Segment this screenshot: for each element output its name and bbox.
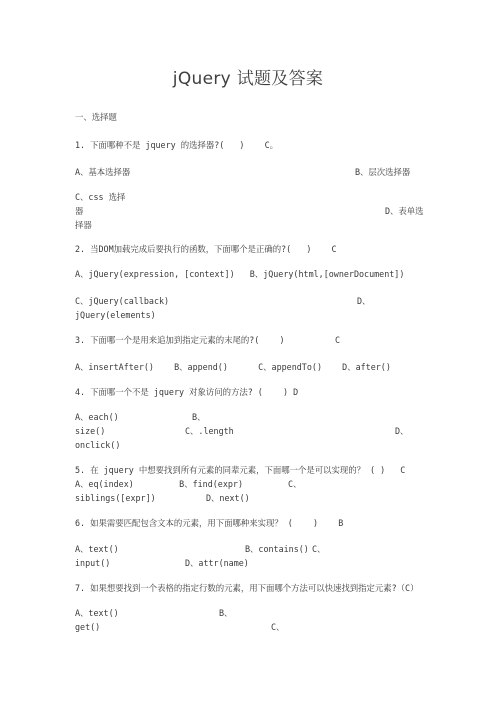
question-5-option-c-wrap: siblings([expr]): [75, 493, 156, 503]
question-1-stem: 1. 下面哪种不是 jquery 的选择器?( ) C。: [75, 140, 279, 150]
question-1-option-c-wrap: 器: [75, 206, 84, 216]
question-3-options: A、insertAfter() B、append() C、appendTo() D、after(): [75, 362, 391, 372]
question-5-option-c: C、: [288, 479, 302, 489]
section-heading: 一、选择题: [75, 112, 117, 122]
question-7-option-b: B、: [219, 608, 233, 618]
question-2-option-d-wrap: jQuery(elements): [75, 310, 156, 320]
question-6-option-d: D、attr(name): [185, 558, 249, 568]
document-title: jQuery 试题及答案: [172, 69, 324, 89]
question-5-option-d: D、next(): [206, 493, 250, 503]
question-6-stem: 6. 如果需要匹配包含文本的元素，用下面哪种来实现？ ( ) B: [75, 518, 344, 528]
question-1-option-d-wrap: 择器: [75, 220, 92, 230]
question-4-stem: 4. 下面哪一个不是 jquery 对象访问的方法? ( ) D: [75, 387, 299, 397]
question-7-option-c: C、: [271, 622, 285, 632]
question-2-stem: 2. 当DOM加载完成后要执行的函数，下面哪个是正确的?( ) C: [75, 244, 337, 254]
question-6-option-b: B、contains(): [245, 544, 309, 554]
question-2-option-d: D、: [357, 296, 371, 306]
question-4-option-d: D、: [395, 426, 409, 436]
question-7-option-a: A、text(): [75, 608, 119, 618]
question-2-option-c: C、jQuery(callback): [75, 296, 170, 306]
question-4-option-b: B、: [192, 412, 206, 422]
question-2-options-ab: A、jQuery(expression, [context]) B、jQuery(html,[ownerDocument]): [75, 269, 405, 279]
question-6-option-a: A、text(): [75, 544, 119, 554]
question-6-option-c-wrap: input(): [75, 558, 111, 568]
question-6-option-c: C、: [312, 544, 326, 554]
question-3-stem: 3. 下面哪一个是用来追加到指定元素的末尾的?( ) C: [75, 335, 341, 345]
question-4-option-d-wrap: onclick(): [75, 440, 121, 450]
question-1-option-d: D、表单选: [385, 206, 424, 216]
question-1-option-b: B、层次选择器: [355, 167, 411, 177]
question-7-option-b-wrap: get(): [75, 622, 101, 632]
question-1-option-a: A、基本选择器: [75, 167, 131, 177]
question-5-options-ab: A、eq(index) B、find(expr): [75, 479, 244, 489]
question-5-stem: 5. 在 jquery 中想要找到所有元素的同辈元素，下面哪一个是可以实现的？ ( ) C: [75, 465, 406, 475]
question-7-stem: 7. 如果想要找到一个表格的指定行数的元素，用下面哪个方法可以快速找到指定元素?（C）: [75, 583, 419, 593]
question-1-option-c: C、css 选择: [75, 192, 126, 202]
question-4-option-b-wrap: size(): [75, 426, 106, 436]
question-4-option-a: A、each(): [75, 412, 119, 422]
question-4-option-c: C、.length: [185, 426, 234, 436]
